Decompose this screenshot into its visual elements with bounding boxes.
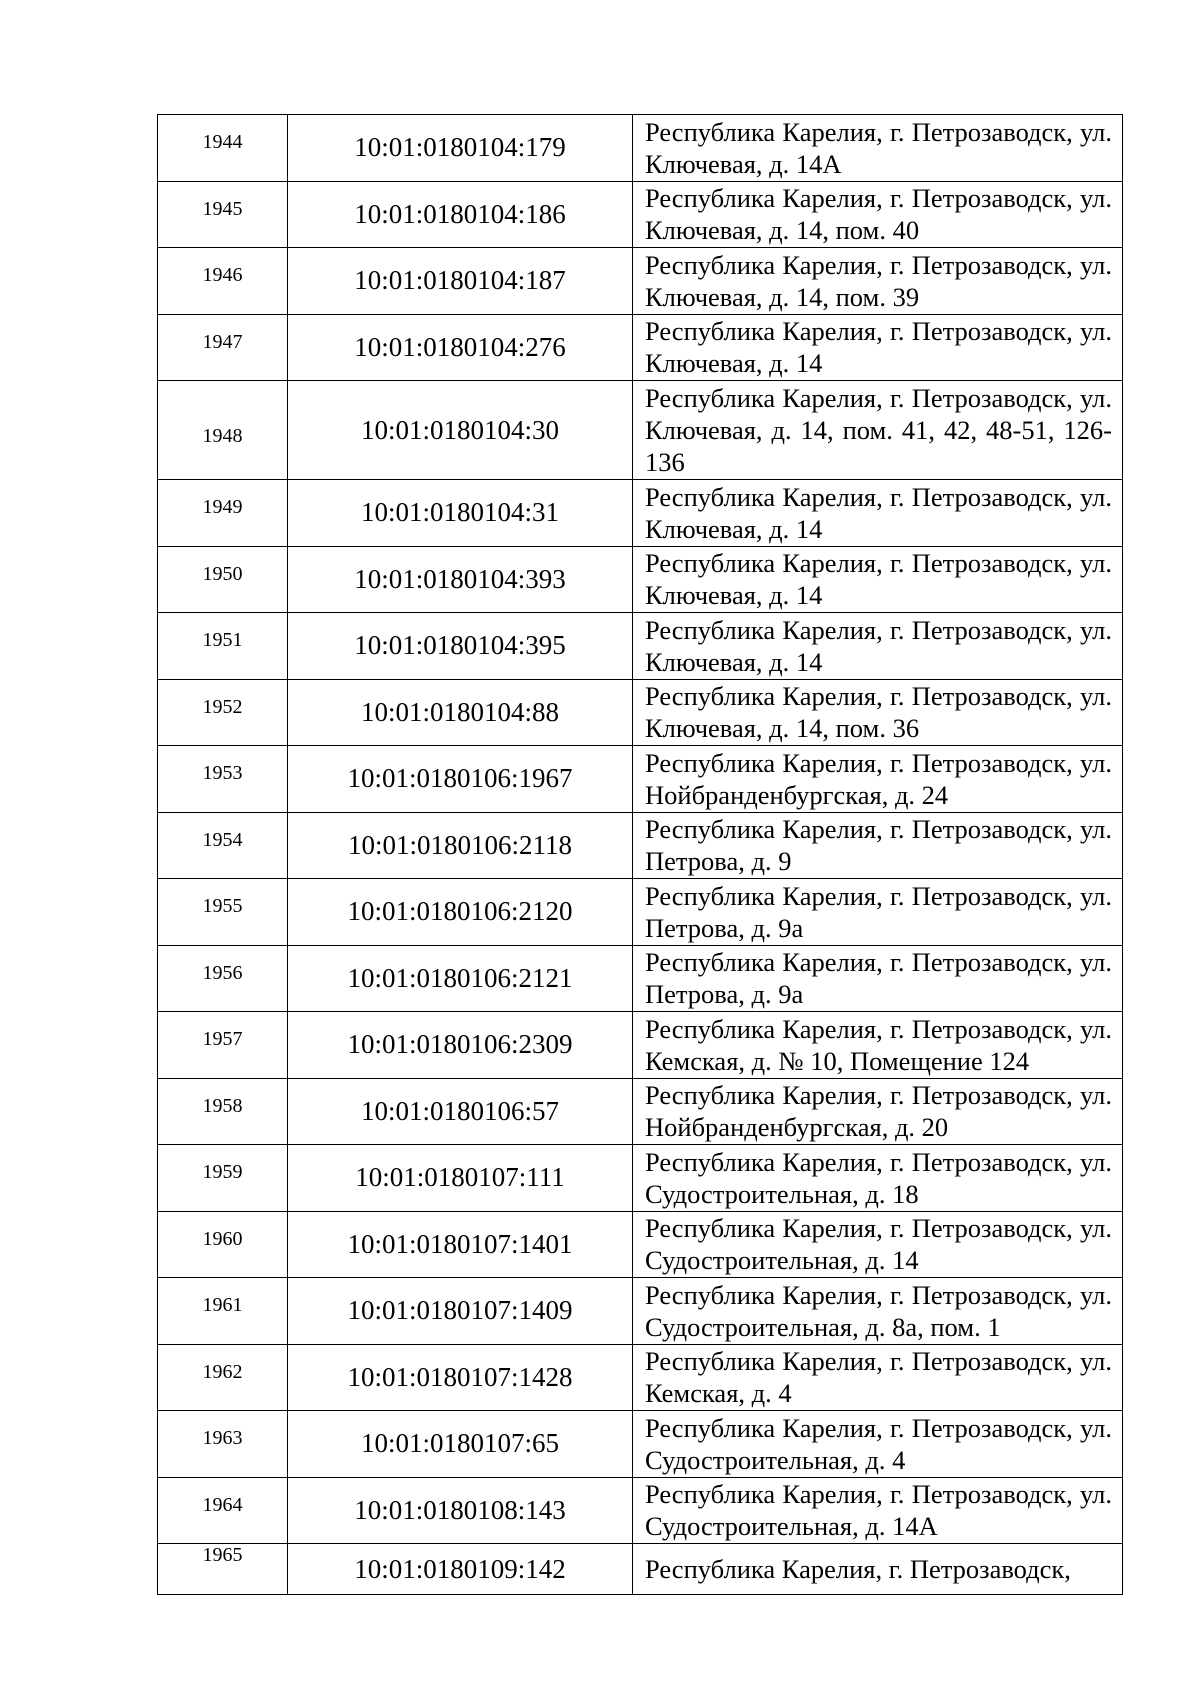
row-number: 1949 bbox=[158, 480, 288, 547]
address-text: Республика Карелия, г. Петрозаводск, ул. Судостроительная, д. 4 bbox=[645, 1412, 1112, 1475]
row-number: 1958 bbox=[158, 1078, 288, 1145]
address-text: Республика Карелия, г. Петрозаводск, ул. Ключевая, д. 14А bbox=[645, 116, 1112, 179]
cadastral-number: 10:01:0180106:2118 bbox=[288, 812, 633, 879]
address-cell bbox=[633, 1145, 1123, 1212]
address-text: Республика Карелия, г. Петрозаводск, ул. Ключевая, д. 14 bbox=[645, 614, 1112, 677]
row-number: 1944 bbox=[158, 115, 288, 182]
address-text: Республика Карелия, г. Петрозаводск, ул. Ключевая, д. 14, пом. 41, 42, 48-51, 126-136 bbox=[645, 383, 1112, 477]
cadastral-number: 10:01:0180104:187 bbox=[288, 248, 633, 315]
row-number: 1954 bbox=[158, 812, 288, 879]
address-text: Республика Карелия, г. Петрозаводск, ул. Судостроительная, д. 14 bbox=[645, 1213, 1112, 1276]
table-row bbox=[158, 314, 1123, 381]
table-row bbox=[158, 1145, 1123, 1212]
row-number: 1964 bbox=[158, 1477, 288, 1544]
cadastral-number: 10:01:0180106:2309 bbox=[288, 1012, 633, 1079]
row-number: 1946 bbox=[158, 248, 288, 315]
address-cell bbox=[633, 248, 1123, 315]
table-row bbox=[158, 1477, 1123, 1544]
cadastral-number: 10:01:0180104:393 bbox=[288, 546, 633, 613]
table-row bbox=[158, 381, 1123, 480]
cadastral-number: 10:01:0180104:30 bbox=[288, 381, 633, 480]
address-text: Республика Карелия, г. Петрозаводск, bbox=[645, 1554, 1071, 1584]
table-row bbox=[158, 546, 1123, 613]
row-number: 1950 bbox=[158, 546, 288, 613]
row-number: 1951 bbox=[158, 613, 288, 680]
table-row bbox=[158, 1078, 1123, 1145]
table-row bbox=[158, 746, 1123, 813]
address-text: Республика Карелия, г. Петрозаводск, ул. Петрова, д. 9а bbox=[645, 947, 1112, 1010]
address-text: Республика Карелия, г. Петрозаводск, ул. Нойбранденбургская, д. 24 bbox=[645, 747, 1112, 810]
address-cell bbox=[633, 1544, 1123, 1595]
address-cell bbox=[633, 1211, 1123, 1278]
row-number: 1953 bbox=[158, 746, 288, 813]
table-body bbox=[158, 115, 1123, 1595]
address-text: Республика Карелия, г. Петрозаводск, ул. Ключевая, д. 14, пом. 40 bbox=[645, 183, 1112, 246]
address-text: Республика Карелия, г. Петрозаводск, ул. Ключевая, д. 14, пом. 36 bbox=[645, 681, 1112, 744]
address-cell bbox=[633, 1344, 1123, 1411]
address-cell bbox=[633, 812, 1123, 879]
address-cell bbox=[633, 1411, 1123, 1478]
table-row bbox=[158, 480, 1123, 547]
row-number: 1962 bbox=[158, 1344, 288, 1411]
property-registry-table bbox=[157, 114, 1123, 1595]
cadastral-number: 10:01:0180104:31 bbox=[288, 480, 633, 547]
cadastral-number: 10:01:0180106:2120 bbox=[288, 879, 633, 946]
cadastral-number: 10:01:0180109:142 bbox=[288, 1544, 633, 1595]
table-row bbox=[158, 812, 1123, 879]
cadastral-number: 10:01:0180106:1967 bbox=[288, 746, 633, 813]
address-text: Республика Карелия, г. Петрозаводск, ул. Кемская, д. 4 bbox=[645, 1346, 1112, 1409]
cadastral-number: 10:01:0180104:395 bbox=[288, 613, 633, 680]
address-text: Республика Карелия, г. Петрозаводск, ул. Ключевая, д. 14 bbox=[645, 481, 1112, 544]
cadastral-number: 10:01:0180107:1401 bbox=[288, 1211, 633, 1278]
cadastral-number: 10:01:0180107:111 bbox=[288, 1145, 633, 1212]
row-number: 1963 bbox=[158, 1411, 288, 1478]
cadastral-number: 10:01:0180104:186 bbox=[288, 181, 633, 248]
row-number: 1961 bbox=[158, 1278, 288, 1345]
cadastral-number: 10:01:0180108:143 bbox=[288, 1477, 633, 1544]
table-row bbox=[158, 115, 1123, 182]
address-cell bbox=[633, 1477, 1123, 1544]
table-row bbox=[158, 613, 1123, 680]
address-cell bbox=[633, 381, 1123, 480]
table-row bbox=[158, 1012, 1123, 1079]
address-cell bbox=[633, 1278, 1123, 1345]
address-text: Республика Карелия, г. Петрозаводск, ул. Кемская, д. № 10, Помещение 124 bbox=[645, 1013, 1112, 1076]
address-text: Республика Карелия, г. Петрозаводск, ул. Судостроительная, д. 8а, пом. 1 bbox=[645, 1279, 1112, 1342]
row-number: 1948 bbox=[158, 381, 288, 480]
cadastral-number: 10:01:0180104:179 bbox=[288, 115, 633, 182]
table-row bbox=[158, 1344, 1123, 1411]
table-row bbox=[158, 248, 1123, 315]
address-cell bbox=[633, 546, 1123, 613]
row-number: 1956 bbox=[158, 945, 288, 1012]
cadastral-number: 10:01:0180106:2121 bbox=[288, 945, 633, 1012]
address-text: Республика Карелия, г. Петрозаводск, ул. Ключевая, д. 14 bbox=[645, 548, 1112, 611]
table-row bbox=[158, 181, 1123, 248]
address-text: Республика Карелия, г. Петрозаводск, ул. Ключевая, д. 14 bbox=[645, 316, 1112, 379]
cadastral-number: 10:01:0180107:1428 bbox=[288, 1344, 633, 1411]
row-number: 1959 bbox=[158, 1145, 288, 1212]
row-number: 1960 bbox=[158, 1211, 288, 1278]
address-text: Республика Карелия, г. Петрозаводск, ул. Нойбранденбургская, д. 20 bbox=[645, 1080, 1112, 1143]
address-cell bbox=[633, 879, 1123, 946]
address-cell bbox=[633, 679, 1123, 746]
cadastral-number: 10:01:0180106:57 bbox=[288, 1078, 633, 1145]
address-cell bbox=[633, 613, 1123, 680]
row-number: 1955 bbox=[158, 879, 288, 946]
table-row bbox=[158, 1211, 1123, 1278]
cadastral-number: 10:01:0180107:65 bbox=[288, 1411, 633, 1478]
table-row bbox=[158, 1544, 1123, 1595]
cadastral-number: 10:01:0180107:1409 bbox=[288, 1278, 633, 1345]
table-row bbox=[158, 945, 1123, 1012]
address-cell bbox=[633, 115, 1123, 182]
cadastral-number: 10:01:0180104:88 bbox=[288, 679, 633, 746]
table-row bbox=[158, 679, 1123, 746]
row-number: 1952 bbox=[158, 679, 288, 746]
address-text: Республика Карелия, г. Петрозаводск, ул. Петрова, д. 9а bbox=[645, 880, 1112, 943]
address-cell bbox=[633, 314, 1123, 381]
row-number: 1947 bbox=[158, 314, 288, 381]
address-cell bbox=[633, 480, 1123, 547]
address-cell bbox=[633, 181, 1123, 248]
address-text: Республика Карелия, г. Петрозаводск, ул. Петрова, д. 9 bbox=[645, 814, 1112, 877]
table-row bbox=[158, 879, 1123, 946]
address-text: Республика Карелия, г. Петрозаводск, ул. Судостроительная, д. 14А bbox=[645, 1479, 1112, 1542]
address-cell bbox=[633, 1078, 1123, 1145]
address-text: Республика Карелия, г. Петрозаводск, ул. Судостроительная, д. 18 bbox=[645, 1146, 1112, 1209]
row-number: 1957 bbox=[158, 1012, 288, 1079]
address-cell bbox=[633, 746, 1123, 813]
address-text: Республика Карелия, г. Петрозаводск, ул. Ключевая, д. 14, пом. 39 bbox=[645, 249, 1112, 312]
row-number: 1965 bbox=[158, 1544, 288, 1595]
table-row bbox=[158, 1411, 1123, 1478]
cadastral-number: 10:01:0180104:276 bbox=[288, 314, 633, 381]
address-cell bbox=[633, 945, 1123, 1012]
table-row bbox=[158, 1278, 1123, 1345]
address-cell bbox=[633, 1012, 1123, 1079]
row-number: 1945 bbox=[158, 181, 288, 248]
